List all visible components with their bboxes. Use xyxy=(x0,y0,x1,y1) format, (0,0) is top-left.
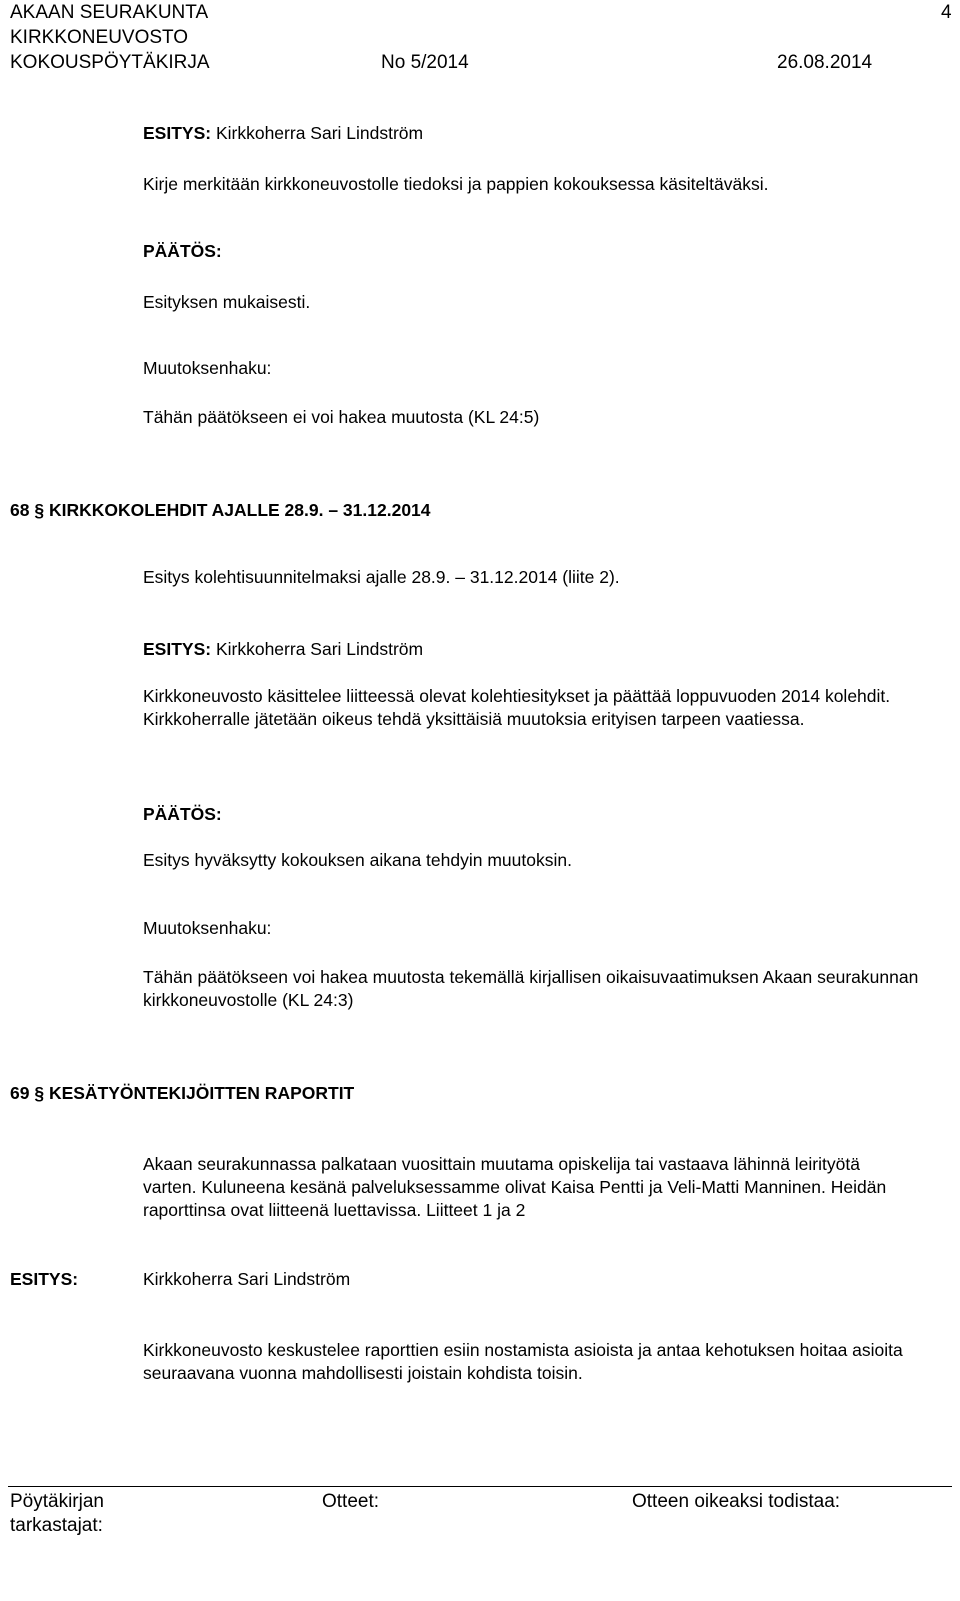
esitys-text-69: Kirkkoneuvosto keskustelee raporttien esiin nostamista asioista ja antaa kehotuksen hoitaa asioita seuraavana vuonna mahdollisesti joistain kohdista toisin. xyxy=(143,1340,903,1383)
header-date: 26.08.2014 xyxy=(777,52,873,73)
page-number: 4 xyxy=(941,2,952,23)
section-68-heading xyxy=(10,499,431,521)
esitys-line-68 xyxy=(143,638,423,660)
section-69-heading xyxy=(10,1082,354,1104)
esitys-label: ESITYS: xyxy=(143,639,212,659)
section-69-number: 69 xyxy=(10,1083,30,1103)
header-org: AKAAN SEURAKUNTA xyxy=(10,2,209,23)
esitys-label: ESITYS: xyxy=(143,123,212,143)
footer-otteet: Otteet: xyxy=(322,1491,380,1512)
esitys-text-1: Kirje merkitään kirkkoneuvostolle tiedoksi ja pappien kokouksessa käsiteltäväksi. xyxy=(143,174,769,194)
esitys-text-68: Kirkkoneuvosto käsittelee liitteessä olevat kolehtiesitykset ja päättää loppuvuoden 2014 kolehdit. Kirkkoherralle jätetään oikeus tehdä yksittäisiä muutoksia erityisen tarpeen vaatiessa. xyxy=(143,686,891,729)
muutos-label-68: Muutoksenhaku: xyxy=(143,918,272,938)
section-sign-icon: § xyxy=(34,1083,45,1103)
muutos-label-1: Muutoksenhaku: xyxy=(143,358,272,378)
muutos-text-68: Tähän päätökseen voi hakea muutosta tekemällä kirjallisen oikaisuvaatimuksen Akaan seurakunnan kirkkoneuvostolle (KL 24:3) xyxy=(143,967,919,1010)
section-sign-icon: § xyxy=(34,500,45,520)
paatos-text-68: Esitys hyväksytty kokouksen aikana tehdyin muutoksin. xyxy=(143,850,572,870)
footer-divider xyxy=(8,1486,952,1487)
footer-oikeaksi: Otteen oikeaksi todistaa: xyxy=(632,1491,841,1512)
paatos-text-1: Esityksen mukaisesti. xyxy=(143,292,311,312)
esitys-line-1 xyxy=(143,122,423,144)
esitys-person: Kirkkoherra Sari Lindström xyxy=(215,123,424,143)
section-68-intro: Esitys kolehtisuunnitelmaksi ajalle 28.9. – 31.12.2014 (liite 2). xyxy=(143,567,620,587)
section-68-number: 68 xyxy=(10,500,30,520)
footer-tarkastajat: Pöytäkirjan tarkastajat: xyxy=(10,1491,104,1536)
paatos-label-1: PÄÄTÖS: xyxy=(143,241,222,261)
header-body-name: KIRKKONEUVOSTO xyxy=(10,27,189,48)
esitys-person: Kirkkoherra Sari Lindström xyxy=(215,639,424,659)
section-68-title: KIRKKOKOLEHDIT AJALLE 28.9. – 31.12.2014 xyxy=(48,500,431,520)
esitys-label-69: ESITYS: xyxy=(10,1269,79,1289)
header-number: No 5/2014 xyxy=(381,52,469,73)
section-69-intro: Akaan seurakunnassa palkataan vuosittain muutama opiskelija tai vastaava lähinnä leirityötä varten. Kuluneena kesänä palveluksessamme olivat Kaisa Pentti ja Veli-Matti Manninen. Heidän raporttinsa ovat liitteenä luettavissa. Liitteet 1 ja 2 xyxy=(143,1154,887,1220)
esitys-person-69: Kirkkoherra Sari Lindström xyxy=(143,1269,351,1289)
header-doc-type: KOKOUSPÖYTÄKIRJA xyxy=(10,52,210,73)
muutos-text-1: Tähän päätökseen ei voi hakea muutosta (KL 24:5) xyxy=(143,407,540,427)
section-69-title: KESÄTYÖNTEKIJÖITTEN RAPORTIT xyxy=(48,1083,355,1103)
paatos-label-68: PÄÄTÖS: xyxy=(143,804,222,824)
